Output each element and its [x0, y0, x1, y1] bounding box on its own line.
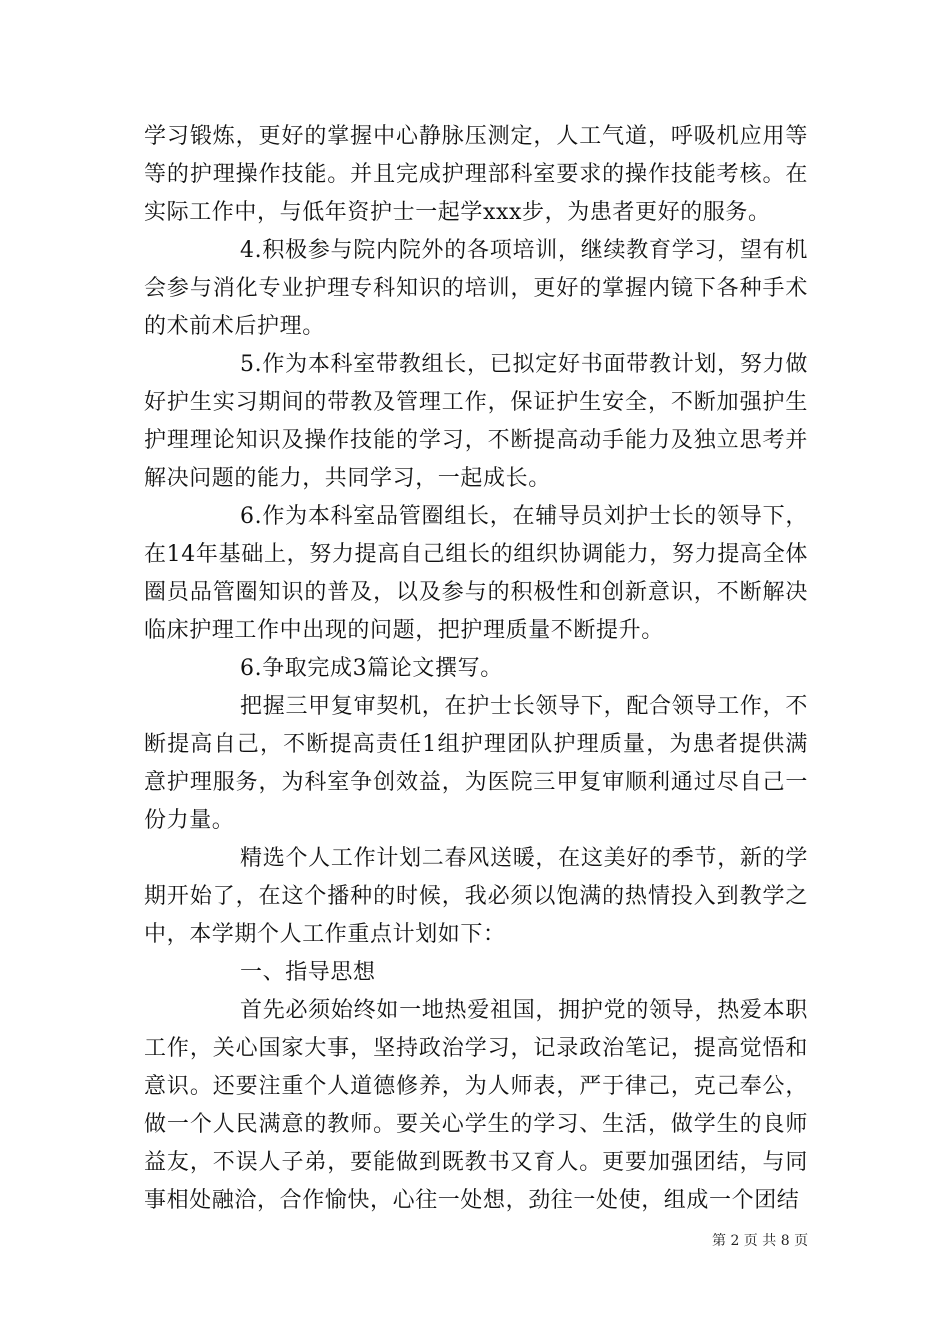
paragraph-1: 学习锻炼，更好的掌握中心静脉压测定，人工气道，呼吸机应用等等的护理操作技能。并且完成护理部科室要求的操作技能考核。在实际工作中，与低年资护士一起学xxx步，为患者更好的服务。: [144, 124, 808, 225]
paragraph-7: 精选个人工作计划二春风送暖，在这美好的季节，新的学期开始了，在这个播种的时候，我必须以饱满的热情投入到教学之中，本学期个人工作重点计划如下：: [144, 846, 808, 947]
document-body: [144, 118, 808, 1220]
paragraph-3: 5.作为本科室带教组长，已拟定好书面带教计划，努力做好护生实习期间的带教及管理工作，保证护生安全，不断加强护生护理理论知识及操作技能的学习，不断提高动手能力及独立思考并解决问题的能力，共同学习，一起成长。: [144, 352, 808, 491]
paragraph-8: 首先必须始终如一地热爱祖国，拥护党的领导，热爱本职工作，关心国家大事，坚持政治学习，记录政治笔记，提高觉悟和意识。还要注重个人道德修养，为人师表，严于律己，克己奉公，做一个人民满意的教师。要关心学生的学习、生活，做学生的良师益友，不误人子弟，要能做到既教书又育人。更要加强团结，与同事相处融洽，合作愉快，心往一处想，劲往一处使，组成一个团结: [144, 998, 808, 1213]
paragraph-4: 6.作为本科室品管圈组长，在辅导员刘护士长的领导下，在14年基础上，努力提高自己组长的组织协调能力，努力提高全体圈员品管圈知识的普及，以及参与的积极性和创新意识，不断解决临床护理工作中出现的问题，把护理质量不断提升。: [144, 504, 808, 643]
paragraph-2: 4.积极参与院内院外的各项培训，继续教育学习，望有机会参与消化专业护理专科知识的培训，更好的掌握内镜下各种手术的术前术后护理。: [144, 238, 808, 339]
page-number: 第 2 页 共 8 页: [712, 1233, 809, 1249]
paragraph-5: 6.争取完成3篇论文撰写。: [240, 656, 503, 681]
section-heading: 一、指导思想: [240, 960, 376, 985]
paragraph-6: 把握三甲复审契机，在护士长领导下，配合领导工作，不断提高自己，不断提高责任1组护理团队护理质量，为患者提供满意护理服务，为科室争创效益，为医院三甲复审顺利通过尽自己一份力量。: [144, 694, 808, 833]
